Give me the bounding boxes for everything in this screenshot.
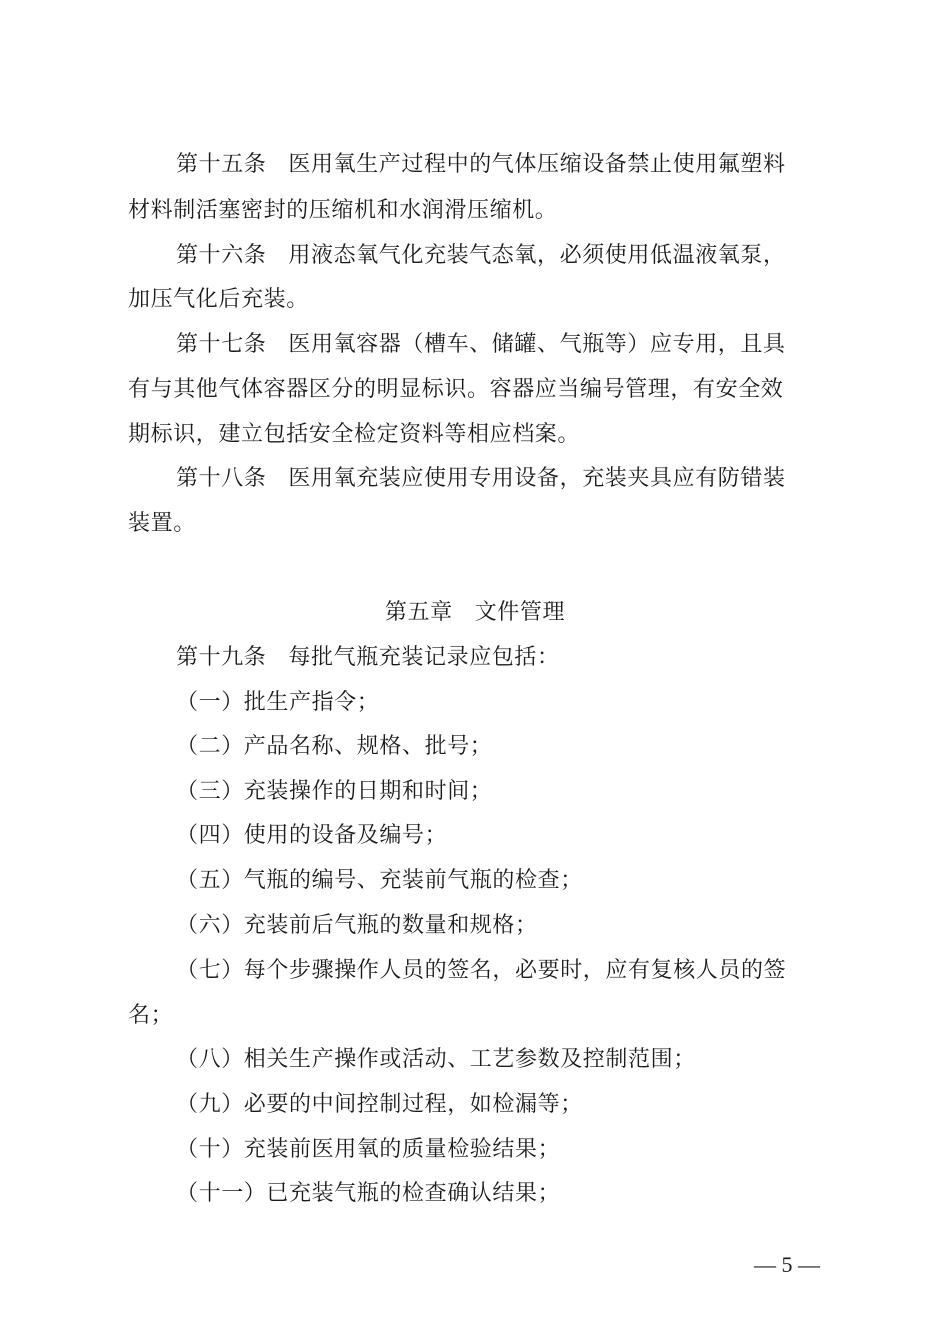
article-15-line-1 (176, 150, 786, 180)
article-18-text: 医用氧充装应使用专用设备，充装夹具应有防错装 (288, 466, 786, 491)
chapter-title: 文件管理 (474, 600, 566, 625)
article-18-line-1 (176, 464, 786, 494)
article-15-number: 第十五条 (176, 152, 267, 177)
article-16-number: 第十六条 (176, 243, 267, 268)
list-item: （七）每个步骤操作人员的签名，必要时，应有复核人员的签 (176, 958, 787, 983)
list-item: （八）相关生产操作或活动、工艺参数及控制范围； (176, 1047, 696, 1072)
page-number: — 5 — (754, 1252, 820, 1277)
list-item: （六）充装前后气瓶的数量和规格； (176, 913, 538, 938)
list-item: （九）必要的中间控制过程，如检漏等； (176, 1092, 583, 1117)
article-16-line-2: 加压气化后充装。 (128, 287, 309, 312)
article-16-line-1 (176, 241, 786, 271)
article-17-line-1 (176, 330, 786, 360)
article-16-text: 用液态氧气化充装气态氧，必须使用低温液氧泵， (288, 243, 786, 268)
article-19-text: 每批气瓶充装记录应包括： (288, 645, 560, 670)
article-15-line-2: 材料制活塞密封的压缩机和水润滑压缩机。 (128, 198, 558, 223)
article-17-text: 医用氧容器（槽车、储罐、气瓶等）应专用，且具 (288, 332, 786, 357)
article-19-line-1 (176, 643, 560, 673)
chapter-heading (0, 598, 950, 628)
article-17-number: 第十七条 (176, 332, 267, 357)
list-item: （十一）已充装气瓶的检查确认结果； (176, 1181, 561, 1206)
list-item-continuation: 名； (128, 1003, 174, 1028)
article-18-number: 第十八条 (176, 466, 267, 491)
list-item: （五）气瓶的编号、充装前气瓶的检查； (176, 868, 583, 893)
article-19-number: 第十九条 (176, 645, 267, 670)
list-item: （一）批生产指令； (176, 690, 380, 715)
article-18-line-2: 装置。 (128, 511, 196, 536)
list-item: （四）使用的设备及编号； (176, 823, 448, 848)
chapter-number: 第五章 (384, 600, 453, 625)
list-item: （十）充装前医用氧的质量检验结果； (176, 1137, 561, 1162)
article-17-line-2: 有与其他气体容器区分的明显标识。容器应当编号管理，有安全效 (128, 377, 784, 402)
article-17-line-3: 期标识，建立包括安全检定资料等相应档案。 (128, 422, 581, 447)
list-item: （二）产品名称、规格、批号； (176, 734, 493, 759)
list-item: （三）充装操作的日期和时间； (176, 779, 493, 804)
article-15-text: 医用氧生产过程中的气体压缩设备禁止使用氟塑料 (288, 152, 786, 177)
